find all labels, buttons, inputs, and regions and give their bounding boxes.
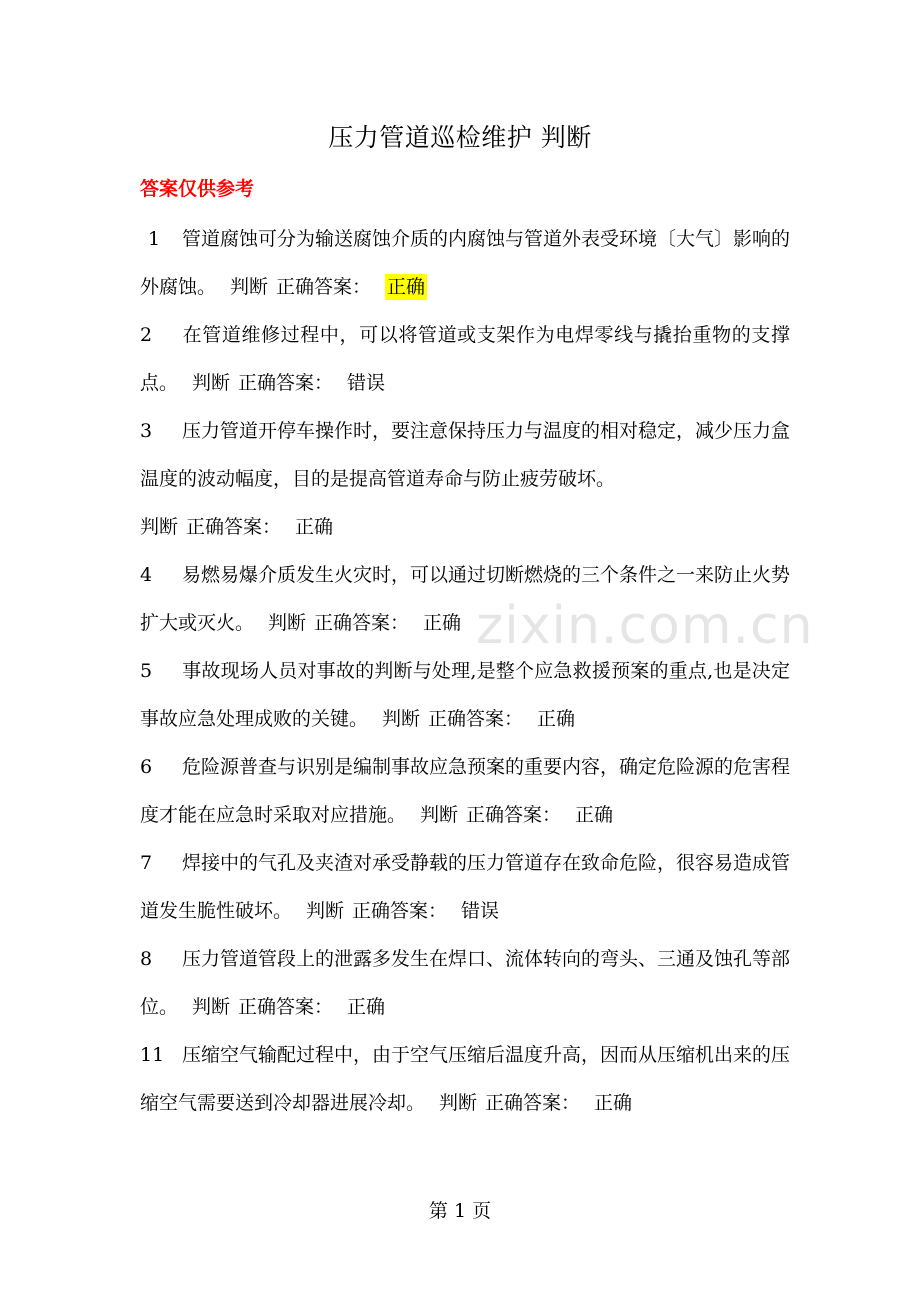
question-text: 易燃易爆介质发生火灾时，可以通过切断燃烧的三个条件之一来防止火势扩大或灭火。 bbox=[140, 564, 791, 634]
question-number: 5 bbox=[140, 660, 153, 682]
question-text: 危险源普查与识别是编制事故应急预案的重要内容，确定危险源的危害程度才能在应急时采取对应措施。 bbox=[140, 756, 791, 826]
question-item bbox=[140, 839, 790, 935]
question-item bbox=[140, 935, 790, 1031]
question-item bbox=[140, 215, 790, 311]
question-text: 压缩空气输配过程中，由于空气压缩后温度升高，因而从压缩机出来的压缩空气需要送到冷却器进展冷却。 bbox=[140, 1044, 791, 1114]
question-list bbox=[140, 215, 790, 1127]
watermark: zixin.com.cn bbox=[476, 596, 814, 656]
judge-label: 判断 bbox=[420, 804, 459, 826]
judge-label: 判断 bbox=[140, 516, 179, 538]
judge-label: 判断 bbox=[230, 276, 269, 298]
judge-label: 判断 bbox=[192, 372, 231, 394]
answer-value: 正确 bbox=[423, 612, 462, 634]
answer-label: 正确答案： bbox=[352, 900, 448, 922]
question-number: 1 bbox=[148, 228, 161, 250]
question-text: 管道腐蚀可分为输送腐蚀介质的内腐蚀与管道外表受环境〔大气〕影响的外腐蚀。 bbox=[140, 228, 791, 298]
page-title: 压力管道巡检维护 判断 bbox=[328, 123, 592, 152]
answer-value: 正确 bbox=[347, 996, 386, 1018]
question-item bbox=[140, 311, 790, 407]
answer-value: 错误 bbox=[461, 900, 500, 922]
answer-value: 正确 bbox=[594, 1092, 633, 1114]
question-number: 2 bbox=[140, 324, 153, 346]
answer-value: 正确 bbox=[387, 276, 426, 298]
question-number: 7 bbox=[140, 852, 153, 874]
question-item bbox=[140, 743, 790, 839]
answer-value: 正确 bbox=[575, 804, 614, 826]
judge-label: 判断 bbox=[192, 996, 231, 1018]
page-number: 第 1 页 bbox=[428, 1200, 492, 1222]
answer-note: 答案仅供参考 bbox=[140, 178, 255, 200]
judge-label: 判断 bbox=[382, 708, 421, 730]
question-number: 6 bbox=[140, 756, 153, 778]
question-number: 8 bbox=[140, 948, 153, 970]
question-item bbox=[140, 1031, 790, 1127]
question-item bbox=[140, 647, 790, 743]
answer-label: 正确答案： bbox=[314, 612, 410, 634]
judge-label: 判断 bbox=[439, 1092, 478, 1114]
question-number: 3 bbox=[140, 420, 153, 442]
question-text: 事故现场人员对事故的判断与处理,是整个应急救援预案的重点,也是决定事故应急处理成败的关键。 bbox=[140, 660, 790, 730]
answer-label: 正确答案： bbox=[238, 372, 334, 394]
answer-label: 正确答案： bbox=[485, 1092, 581, 1114]
answer-label: 正确答案： bbox=[428, 708, 524, 730]
question-text: 压力管道管段上的泄露多发生在焊口、流体转向的弯头、三通及蚀孔等部位。 bbox=[140, 948, 791, 1018]
question-text: 焊接中的气孔及夹渣对承受静载的压力管道存在致命危险，很容易造成管道发生脆性破坏。 bbox=[140, 852, 791, 922]
answer-label: 正确答案： bbox=[276, 276, 372, 298]
answer-label: 正确答案： bbox=[466, 804, 562, 826]
question-item bbox=[140, 407, 790, 551]
judge-label: 判断 bbox=[268, 612, 307, 634]
question-text: 压力管道开停车操作时，要注意保持压力与温度的相对稳定，减少压力盒温度的波动幅度，目的是提高管道寿命与防止疲劳破坏。 bbox=[140, 420, 791, 490]
question-text: 在管道维修过程中，可以将管道或支架作为电焊零线与撬抬重物的支撑点。 bbox=[140, 324, 790, 394]
answer-label: 正确答案： bbox=[186, 516, 282, 538]
question-number: 4 bbox=[140, 564, 153, 586]
question-number: 11 bbox=[140, 1044, 165, 1066]
judge-label: 判断 bbox=[306, 900, 345, 922]
answer-label: 正确答案： bbox=[238, 996, 334, 1018]
answer-value: 正确 bbox=[537, 708, 576, 730]
answer-value: 正确 bbox=[295, 516, 334, 538]
answer-value: 错误 bbox=[347, 372, 386, 394]
